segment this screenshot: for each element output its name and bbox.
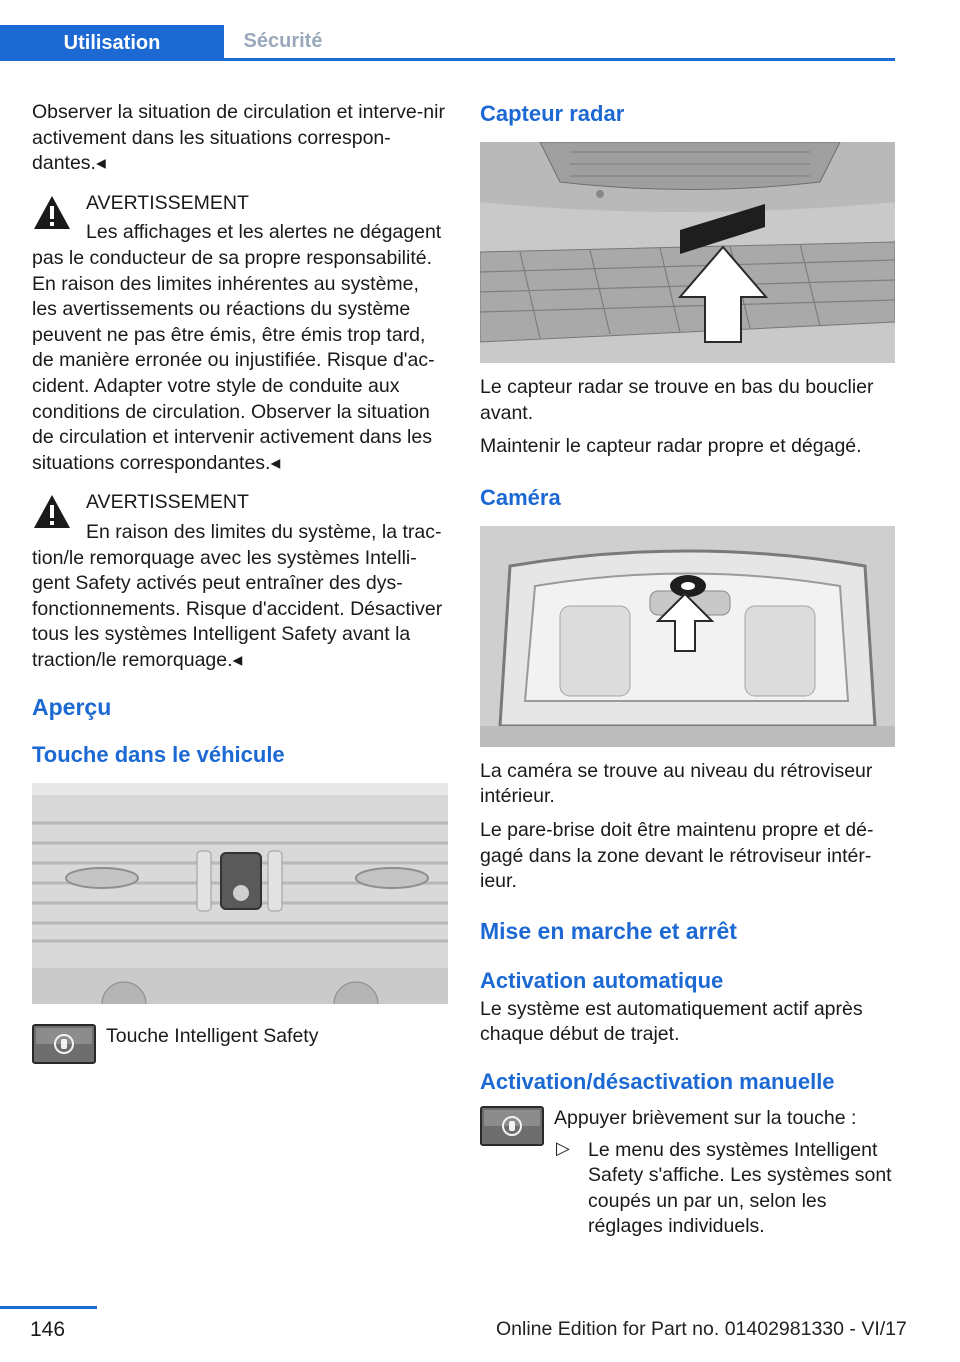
- warning-text: pas le conducteur de sa propre responsabilité. En raison des limites inhérentes au système, les avertissements ou réactions du système peuvent ne pas être émis, être émis trop tard, de manière erronée ou injustifiée. Risque d'ac-cident. Adapter votre style de conduite aux conditions de circulation. Observer la situation de circulation et intervenir activement dans les situations correspondantes.◂: [32, 246, 435, 474]
- heading-activation-automatique: Activation automatique: [480, 967, 724, 993]
- camera-paragraph-2: Le pare-brise doit être maintenu propre et dé-gagé dans la zone devant le rétroviseur intér-ieur.: [480, 818, 874, 893]
- camera-illustration: [480, 526, 895, 747]
- warning-triangle-icon: [32, 193, 72, 233]
- heading-camera: Caméra: [480, 484, 561, 510]
- bullet-triangle-icon: ▷: [556, 1137, 570, 1158]
- touche-caption: Touche Intelligent Safety: [106, 1025, 319, 1048]
- heading-mise-en-marche: Mise en marche et arrêt: [480, 917, 737, 944]
- intro-paragraph: Observer la situation de circulation et interve-nir activement dans les situations correspon-dantes.◂: [32, 101, 445, 175]
- dashboard-button-illustration: [32, 783, 448, 1004]
- manual-paragraph: Appuyer brièvement sur la touche :: [554, 1106, 857, 1129]
- right-column: [480, 100, 895, 1252]
- heading-activation-manuelle: Activation/désactivation manuelle: [480, 1068, 835, 1094]
- edition-footer: Online Edition for Part no. 01402981330 - VI/17: [496, 1318, 907, 1340]
- auto-paragraph: Le système est automatiquement actif après chaque début de trajet.: [480, 997, 863, 1046]
- intelligent-safety-key-icon: [480, 1106, 544, 1146]
- tab-utilisation[interactable]: Utilisation: [0, 25, 224, 61]
- warning-text-first-line: Les affichages et les alertes ne dégagent: [86, 221, 442, 244]
- radar-sensor-illustration: [480, 142, 895, 363]
- warning-label: AVERTISSEMENT: [86, 191, 249, 214]
- warning-text-first-line: En raison des limites du système, la trac-: [86, 520, 442, 543]
- radar-paragraph-1: Le capteur radar se trouve en bas du bouclier avant.: [480, 376, 874, 424]
- touche-legend: [32, 1024, 448, 1068]
- warning-block-1: [32, 191, 448, 477]
- warning-text: tion/le remorquage avec les systèmes Intelli-gent Safety activés peut entraîner des dys-fonctionnements. Risque d'accident. Désactiver tous les systèmes Intelligent Safety avant la traction/le remorquage.◂: [32, 546, 443, 671]
- heading-touche-vehicule: Touche dans le véhicule: [32, 742, 285, 768]
- intelligent-safety-key-icon: [32, 1024, 96, 1064]
- tab-underline: [0, 58, 895, 61]
- radar-paragraph-2: Maintenir le capteur radar propre et dégagé.: [480, 435, 862, 458]
- manual-activation-block: [480, 1106, 895, 1240]
- heading-apercu: Aperçu: [32, 694, 112, 721]
- camera-paragraph-1: La caméra se trouve au niveau du rétroviseur intérieur.: [480, 759, 873, 808]
- page-number-rule: [0, 1306, 97, 1309]
- list-item: [554, 1138, 895, 1240]
- left-column: [32, 100, 448, 1068]
- page-number: 146: [30, 1318, 66, 1341]
- bullet-text: Le menu des systèmes Intelligent Safety s'affiche. Les systèmes sont coupés un par un, selon les réglages individuels.: [588, 1138, 892, 1238]
- warning-label: AVERTISSEMENT: [86, 491, 249, 514]
- warning-block-2: [32, 490, 448, 673]
- chapter-tabs: [0, 25, 895, 61]
- heading-capteur-radar: Capteur radar: [480, 101, 625, 126]
- warning-triangle-icon: [32, 492, 72, 532]
- tab-securite[interactable]: Sécurité: [243, 30, 323, 52]
